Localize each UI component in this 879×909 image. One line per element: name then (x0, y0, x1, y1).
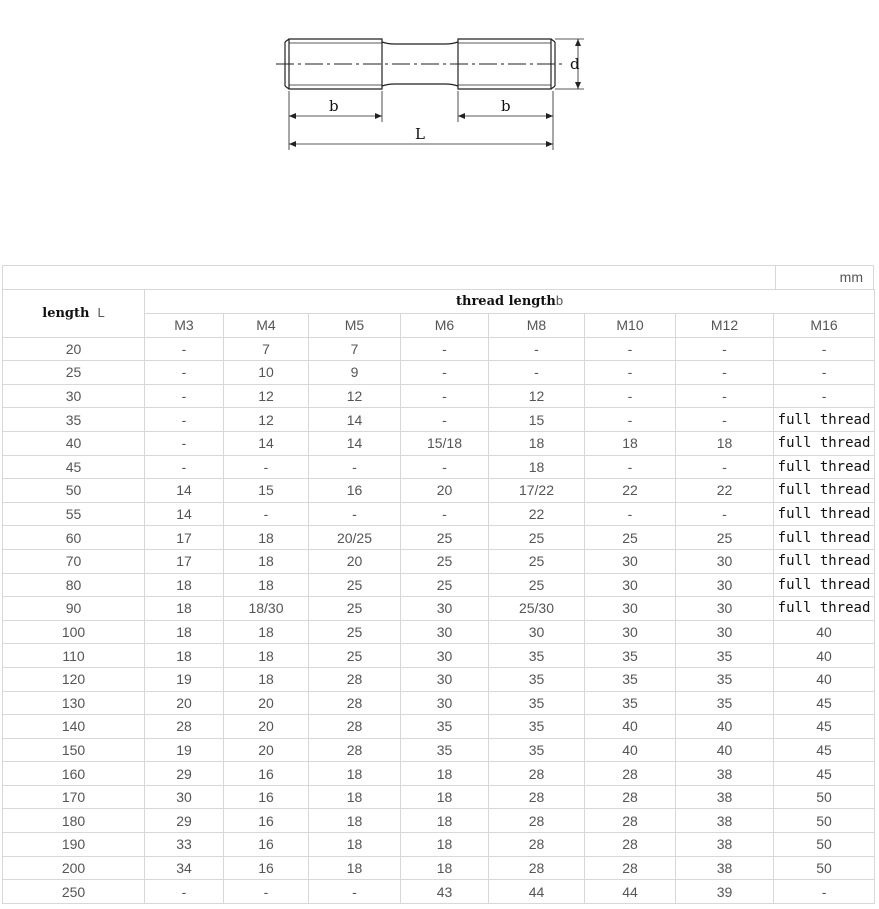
thread-length-cell: - (145, 408, 224, 432)
thread-length-cell: 25 (676, 526, 774, 550)
thread-length-cell: 43 (401, 880, 489, 904)
thread-length-cell: 40 (676, 715, 774, 739)
thread-length-cell: 40 (774, 667, 875, 691)
length-cell: 35 (3, 408, 145, 432)
thread-length-cell: - (676, 337, 774, 361)
thread-length-cell: 34 (145, 856, 224, 880)
thread-length-cell: 35 (489, 715, 585, 739)
table-row (3, 549, 875, 573)
table-row (3, 785, 875, 809)
thread-length-cell: 35 (676, 691, 774, 715)
thread-length-cell: 35 (676, 667, 774, 691)
thread-length-cell: 18 (309, 762, 401, 786)
thread-length-cell: full thread (774, 408, 875, 432)
thread-length-cell: 40 (585, 738, 676, 762)
thread-length-cell: 30 (401, 667, 489, 691)
thread-length-cell: 20 (401, 479, 489, 503)
length-cell: 80 (3, 573, 145, 597)
thread-length-cell: full thread (774, 502, 875, 526)
table-row (3, 691, 875, 715)
thread-length-cell: - (585, 361, 676, 385)
size-header-m16: M16 (774, 314, 875, 338)
table-row (3, 738, 875, 762)
length-cell: 55 (3, 502, 145, 526)
thread-length-cell: - (224, 502, 309, 526)
thread-length-cell: 22 (676, 479, 774, 503)
length-cell: 30 (3, 384, 145, 408)
thread-length-cell: 17 (145, 526, 224, 550)
thread-length-cell: 28 (309, 738, 401, 762)
thread-length-cell: 33 (145, 833, 224, 857)
length-cell: 20 (3, 337, 145, 361)
table-row (3, 384, 875, 408)
thread-length-cell: - (676, 502, 774, 526)
thread-length-cell: - (676, 384, 774, 408)
table-row (3, 479, 875, 503)
thread-length-cell: 28 (309, 667, 401, 691)
thread-length-cell: 30 (585, 549, 676, 573)
thread-length-cell: 18 (145, 597, 224, 621)
thread-length-cell: 50 (774, 833, 875, 857)
thread-length-cell: 30 (585, 620, 676, 644)
thread-length-cell: 38 (676, 785, 774, 809)
thread-length-cell: 18 (401, 762, 489, 786)
thread-length-cell: 28 (585, 856, 676, 880)
thread-length-cell: 16 (224, 856, 309, 880)
table-row (3, 856, 875, 880)
thread-length-cell: 20 (309, 549, 401, 573)
thread-length-cell: 45 (774, 738, 875, 762)
thread-length-cell: 16 (224, 809, 309, 833)
thread-length-cell: full thread (774, 479, 875, 503)
thread-length-cell: 25 (309, 620, 401, 644)
thread-length-cell: 40 (774, 620, 875, 644)
table-row (3, 644, 875, 668)
thread-length-cell: - (489, 361, 585, 385)
thread-length-cell: 25 (489, 526, 585, 550)
thread-length-cell: 30 (676, 573, 774, 597)
thread-length-cell: 25 (401, 573, 489, 597)
thread-length-cell: 22 (585, 479, 676, 503)
thread-length-cell: - (585, 337, 676, 361)
thread-length-cell: 18 (401, 833, 489, 857)
thread-length-cell: 40 (676, 738, 774, 762)
length-cell: 140 (3, 715, 145, 739)
thread-length-cell: full thread (774, 549, 875, 573)
thread-length-cell: - (676, 408, 774, 432)
thread-length-cell: - (401, 337, 489, 361)
table-row (3, 597, 875, 621)
thread-length-cell: 18 (401, 856, 489, 880)
diameter-label: d (570, 55, 580, 73)
thread-length-cell: 17 (145, 549, 224, 573)
thread-length-cell: - (309, 502, 401, 526)
shank-bottom (382, 84, 458, 86)
thread-length-cell: 30 (585, 573, 676, 597)
table-row (3, 408, 875, 432)
thread-length-cell: 18 (401, 785, 489, 809)
thread-length-cell: 28 (585, 809, 676, 833)
thread-length-cell: 18 (309, 809, 401, 833)
thread-length-cell: 12 (224, 384, 309, 408)
thread-length-cell: - (145, 431, 224, 455)
thread-length-cell: 18 (145, 644, 224, 668)
thread-length-cell: 35 (585, 691, 676, 715)
thread-length-cell: 40 (774, 644, 875, 668)
thread-length-cell: 19 (145, 738, 224, 762)
table-row (3, 809, 875, 833)
thread-length-cell: 12 (224, 408, 309, 432)
thread-length-cell: 25 (309, 597, 401, 621)
thread-length-cell: 12 (309, 384, 401, 408)
thread-length-table (2, 289, 875, 904)
thread-length-cell: 16 (224, 833, 309, 857)
thread-length-cell: 35 (489, 667, 585, 691)
thread-length-cell: 28 (585, 833, 676, 857)
length-cell: 90 (3, 597, 145, 621)
unit-row (2, 265, 874, 290)
thread-length-cell: full thread (774, 455, 875, 479)
thread-length-cell: full thread (774, 431, 875, 455)
thread-length-cell: 28 (585, 785, 676, 809)
thread-length-cell: 18 (224, 526, 309, 550)
thread-length-cell: 25 (585, 526, 676, 550)
thread-length-cell: 50 (774, 785, 875, 809)
thread-length-cell: 14 (309, 431, 401, 455)
thread-length-cell: 25 (401, 549, 489, 573)
thread-length-cell: 28 (145, 715, 224, 739)
length-cell: 50 (3, 479, 145, 503)
thread-length-cell: 22 (489, 502, 585, 526)
stud-bolt-drawing (0, 0, 879, 265)
thread-length-cell: 20 (224, 738, 309, 762)
thread-length-cell: 39 (676, 880, 774, 904)
thread-length-cell: 28 (309, 715, 401, 739)
table-body (3, 337, 875, 903)
thread-length-cell: 17/22 (489, 479, 585, 503)
thread-length-cell: - (224, 880, 309, 904)
thread-length-cell: - (676, 361, 774, 385)
thread-length-header (145, 290, 875, 314)
thread-length-cell: - (774, 880, 875, 904)
thread-length-cell: 44 (585, 880, 676, 904)
thread-length-cell: 18 (401, 809, 489, 833)
thread-length-cell: 40 (585, 715, 676, 739)
thread-length-cell: 10 (224, 361, 309, 385)
thread-length-cell: 35 (676, 644, 774, 668)
table-row (3, 762, 875, 786)
thread-length-cell: - (401, 455, 489, 479)
thread-length-cell: 35 (401, 715, 489, 739)
b-left-label: b (329, 97, 339, 115)
thread-length-cell: 15 (489, 408, 585, 432)
thread-length-cell: 35 (585, 644, 676, 668)
thread-length-cell: - (585, 455, 676, 479)
thread-length-cell: 30 (401, 597, 489, 621)
length-cell: 180 (3, 809, 145, 833)
thread-length-cell: 35 (489, 738, 585, 762)
thread-length-cell: full thread (774, 526, 875, 550)
thread-length-cell: - (145, 361, 224, 385)
thread-length-cell: 16 (224, 762, 309, 786)
thread-length-cell: 28 (489, 809, 585, 833)
thread-length-cell: 30 (489, 620, 585, 644)
size-header-m8: M8 (489, 314, 585, 338)
thread-length-cell: 18 (224, 620, 309, 644)
length-label: L (415, 125, 425, 143)
thread-length-cell: - (224, 455, 309, 479)
thread-length-cell: 30 (145, 785, 224, 809)
thread-length-cell: 14 (145, 502, 224, 526)
thread-length-cell: 38 (676, 809, 774, 833)
thread-length-cell: - (145, 455, 224, 479)
size-header-m6: M6 (401, 314, 489, 338)
thread-length-cell: 38 (676, 833, 774, 857)
thread-length-cell: 18 (489, 431, 585, 455)
thread-length-cell: 9 (309, 361, 401, 385)
thread-length-cell: full thread (774, 597, 875, 621)
thread-length-cell: - (145, 337, 224, 361)
thread-length-cell: - (774, 384, 875, 408)
thread-length-cell: 35 (585, 667, 676, 691)
thread-length-cell: 25/30 (489, 597, 585, 621)
length-header-text: length (42, 305, 90, 321)
length-header-symbol: L (97, 304, 105, 320)
table-row (3, 715, 875, 739)
thread-length-cell: - (585, 384, 676, 408)
thread-length-cell: 18 (224, 644, 309, 668)
thread-length-cell: 35 (489, 691, 585, 715)
thread-length-cell: - (401, 408, 489, 432)
size-header-m4: M4 (224, 314, 309, 338)
thread-length-cell: - (309, 455, 401, 479)
thread-length-cell: 20 (224, 691, 309, 715)
table-row (3, 573, 875, 597)
size-header-m3: M3 (145, 314, 224, 338)
length-cell: 130 (3, 691, 145, 715)
length-cell: 250 (3, 880, 145, 904)
thread-length-cell: 45 (774, 762, 875, 786)
length-cell: 150 (3, 738, 145, 762)
table-row (3, 337, 875, 361)
length-cell: 160 (3, 762, 145, 786)
thread-length-cell: 20 (224, 715, 309, 739)
table-row (3, 833, 875, 857)
thread-length-cell: 35 (489, 644, 585, 668)
thread-length-cell: 38 (676, 762, 774, 786)
thread-length-cell: 18 (676, 431, 774, 455)
thread-length-cell: full thread (774, 573, 875, 597)
thread-length-cell: 28 (489, 785, 585, 809)
thread-header-text: thread length (456, 294, 556, 309)
length-cell: 40 (3, 431, 145, 455)
thread-length-cell: - (401, 502, 489, 526)
thread-length-cell: 16 (309, 479, 401, 503)
length-cell: 170 (3, 785, 145, 809)
length-cell: 110 (3, 644, 145, 668)
thread-length-cell: - (774, 361, 875, 385)
thread-length-cell: 20 (145, 691, 224, 715)
thread-length-cell: 18 (585, 431, 676, 455)
thread-length-cell: 18 (145, 573, 224, 597)
thread-length-cell: - (585, 502, 676, 526)
thread-length-cell: 18 (224, 549, 309, 573)
length-cell: 200 (3, 856, 145, 880)
thread-header-symbol: b (555, 293, 564, 308)
thread-length-cell: 25 (309, 573, 401, 597)
thread-length-cell: - (145, 880, 224, 904)
thread-length-cell: 30 (676, 597, 774, 621)
thread-length-cell: - (145, 384, 224, 408)
thread-length-cell: 18 (309, 833, 401, 857)
thread-length-cell: 28 (585, 762, 676, 786)
stud-bolt-diagram (0, 0, 879, 265)
thread-length-cell: 19 (145, 667, 224, 691)
thread-length-cell: 18 (309, 856, 401, 880)
thread-length-cell: 25 (489, 573, 585, 597)
thread-length-cell: 15/18 (401, 431, 489, 455)
unit-label: mm (839, 269, 863, 285)
thread-length-cell: 18 (145, 620, 224, 644)
thread-length-cell: 45 (774, 691, 875, 715)
length-cell: 25 (3, 361, 145, 385)
thread-length-cell: 18 (489, 455, 585, 479)
table-row (3, 455, 875, 479)
thread-length-cell: 12 (489, 384, 585, 408)
table-row (3, 880, 875, 904)
thread-length-cell: 28 (489, 833, 585, 857)
thread-length-cell: - (676, 455, 774, 479)
thread-length-cell: 28 (489, 762, 585, 786)
length-cell: 190 (3, 833, 145, 857)
thread-length-cell: 29 (145, 762, 224, 786)
thread-length-cell: 20/25 (309, 526, 401, 550)
table-row (3, 526, 875, 550)
b-right-label: b (501, 97, 511, 115)
table-row (3, 667, 875, 691)
thread-length-cell: - (401, 384, 489, 408)
length-cell: 100 (3, 620, 145, 644)
thread-length-cell: 28 (489, 856, 585, 880)
thread-length-cell: 18 (224, 667, 309, 691)
thread-length-cell: - (309, 880, 401, 904)
size-header-m5: M5 (309, 314, 401, 338)
thread-length-cell: 14 (224, 431, 309, 455)
thread-length-cell: 30 (401, 691, 489, 715)
thread-length-cell: 45 (774, 715, 875, 739)
thread-length-cell: - (774, 337, 875, 361)
thread-length-cell: 35 (401, 738, 489, 762)
thread-length-cell: 25 (489, 549, 585, 573)
thread-length-cell: 50 (774, 856, 875, 880)
length-cell: 45 (3, 455, 145, 479)
thread-length-cell: 18/30 (224, 597, 309, 621)
table-row (3, 620, 875, 644)
thread-length-cell: 44 (489, 880, 585, 904)
thread-length-cell: 18 (224, 573, 309, 597)
thread-length-cell: 38 (676, 856, 774, 880)
length-cell: 60 (3, 526, 145, 550)
thread-length-cell: - (401, 361, 489, 385)
thread-length-cell: 30 (585, 597, 676, 621)
thread-length-cell: 25 (309, 644, 401, 668)
thread-length-cell: 18 (309, 785, 401, 809)
thread-length-cell: 16 (224, 785, 309, 809)
thread-length-cell: 30 (401, 644, 489, 668)
length-cell: 120 (3, 667, 145, 691)
thread-length-cell: 15 (224, 479, 309, 503)
shank-top (382, 42, 458, 44)
thread-length-cell: 30 (676, 620, 774, 644)
table-row (3, 361, 875, 385)
thread-length-cell: 29 (145, 809, 224, 833)
thread-length-cell: 30 (401, 620, 489, 644)
size-header-m10: M10 (585, 314, 676, 338)
thread-length-cell: - (489, 337, 585, 361)
thread-length-cell: 50 (774, 809, 875, 833)
thread-length-cell: 7 (309, 337, 401, 361)
thread-length-cell: 28 (309, 691, 401, 715)
thread-length-cell: - (585, 408, 676, 432)
length-header (3, 290, 145, 338)
thread-length-cell: 30 (676, 549, 774, 573)
table-row (3, 431, 875, 455)
length-cell: 70 (3, 549, 145, 573)
thread-length-cell: 25 (401, 526, 489, 550)
table-row (3, 502, 875, 526)
thread-length-cell: 7 (224, 337, 309, 361)
thread-length-cell: 14 (309, 408, 401, 432)
size-header-m12: M12 (676, 314, 774, 338)
thread-length-cell: 14 (145, 479, 224, 503)
